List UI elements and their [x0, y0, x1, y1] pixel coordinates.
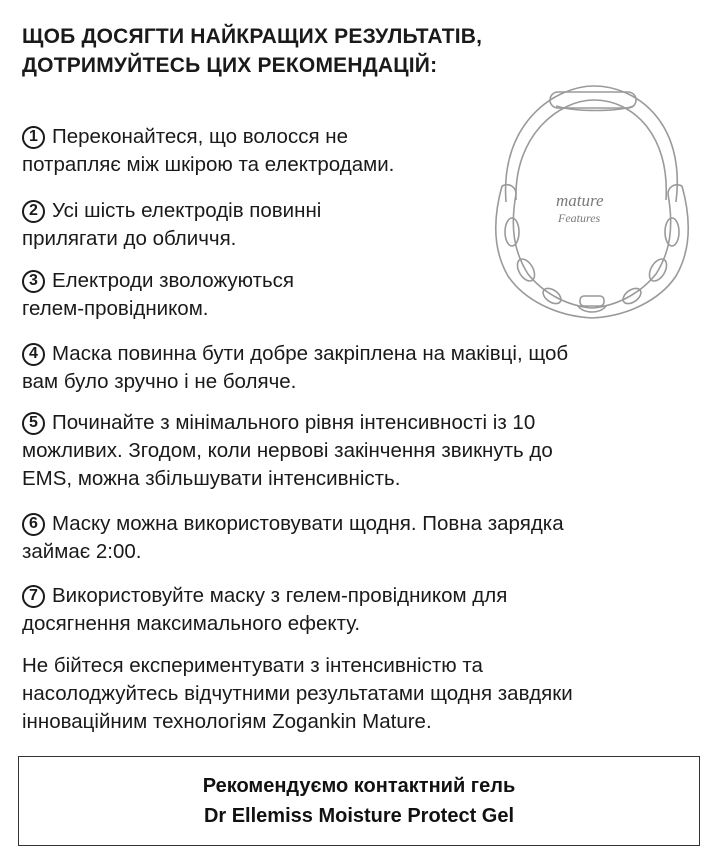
- step-number-badge: 5: [22, 412, 45, 435]
- gel-recommendation-line-1: Рекомендуємо контактний гель: [202, 775, 516, 797]
- step-number-badge: 3: [22, 270, 45, 293]
- step-text-line: Усі шість електродів повинні: [52, 199, 322, 222]
- step-text-line: займає 2:00.: [22, 540, 142, 563]
- step-text-line: Використовуйте маску з гелем-провідником для: [52, 584, 508, 607]
- step-text-line: вам було зручно і не боляче.: [22, 370, 297, 393]
- page-title-line-2: ДОТРИМУЙТЕСЬ ЦИХ РЕКОМЕНДАЦІЙ:: [22, 54, 438, 77]
- step-3: [22, 267, 294, 323]
- step-text-line: Електроди зволожуються: [52, 269, 294, 292]
- gel-recommendation-box: [18, 756, 700, 846]
- closing-line: Не бійтеся експериментувати з інтенсивністю та: [22, 654, 483, 677]
- step-text-line: Переконайтеся, що волосся не: [52, 125, 348, 148]
- step-7: [22, 582, 507, 638]
- closing-line: інноваційним технологіям Zogankin Mature.: [22, 710, 432, 733]
- step-text-line: Маску можна використовувати щодня. Повна зарядка: [52, 512, 564, 535]
- step-text-line: гелем-провідником.: [22, 297, 209, 320]
- face-mask-illustration: [486, 82, 698, 328]
- page-title: [22, 22, 662, 80]
- closing-line: насолоджуйтесь відчутними результатами щодня завдяки: [22, 682, 573, 705]
- step-text-line: Маска повинна бути добре закріплена на маківці, щоб: [52, 342, 569, 365]
- step-text-line: потрапляє між шкірою та електродами.: [22, 153, 395, 176]
- step-number-badge: 1: [22, 126, 45, 149]
- step-4: [22, 340, 568, 396]
- step-number-badge: 7: [22, 585, 45, 608]
- step-number-badge: 4: [22, 343, 45, 366]
- page-title-line-1: ЩОБ ДОСЯГТИ НАЙКРАЩИХ РЕЗУЛЬТАТІВ,: [22, 25, 483, 48]
- mask-brand-script: mature: [556, 191, 604, 210]
- gel-recommendation-line-2: Dr Ellemiss Moisture Protect Gel: [203, 805, 515, 827]
- step-text-line: прилягати до обличчя.: [22, 227, 237, 250]
- step-6: [22, 510, 564, 566]
- step-text-line: Починайте з мінімального рівня інтенсивності із 10: [52, 411, 536, 434]
- step-text-line: EMS, можна збільшувати інтенсивність.: [22, 467, 401, 490]
- step-number-badge: 6: [22, 513, 45, 536]
- step-1: [22, 123, 394, 179]
- closing-paragraph: [22, 652, 573, 736]
- step-text-line: досягнення максимального ефекту.: [22, 612, 361, 635]
- step-5: [22, 409, 553, 493]
- step-text-line: можливих. Згодом, коли нервові закінчення звикнуть до: [22, 439, 553, 462]
- mask-brand-sub: Features: [558, 211, 601, 225]
- step-number-badge: 2: [22, 200, 45, 223]
- step-2: [22, 197, 321, 253]
